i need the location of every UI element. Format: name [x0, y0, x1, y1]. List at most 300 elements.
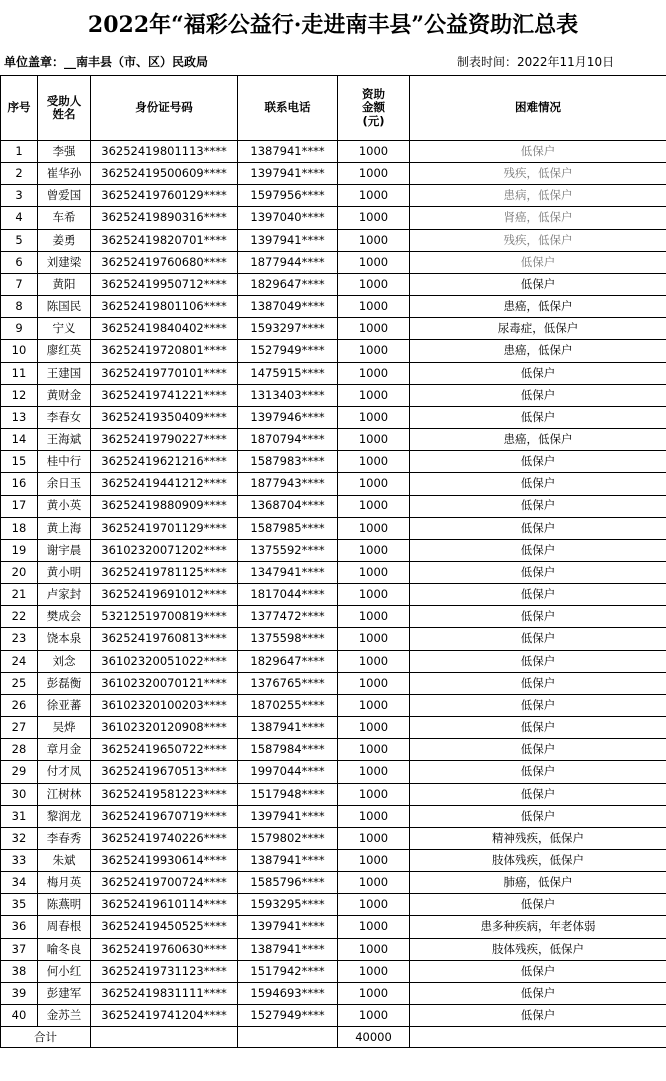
- name-cell: 彭磊衡: [38, 672, 91, 694]
- phone-cell: 1527949****: [238, 340, 338, 362]
- situation-cell: 肾癌，低保户: [410, 207, 666, 229]
- situation-cell: 低保户: [410, 650, 666, 672]
- situation-cell: 低保户: [410, 960, 666, 982]
- situation-cell: 精神残疾，低保户: [410, 827, 666, 849]
- seq-cell: 7: [1, 273, 38, 295]
- phone-cell: 1397941****: [238, 805, 338, 827]
- name-cell: 饶本泉: [38, 628, 91, 650]
- amount-cell: 1000: [338, 229, 410, 251]
- phone-cell: 1870255****: [238, 694, 338, 716]
- name-cell: 李春女: [38, 406, 91, 428]
- id-cell: 36252419691012****: [91, 584, 238, 606]
- phone-cell: 1375598****: [238, 628, 338, 650]
- table-row: [1, 517, 666, 539]
- meta-bar: [0, 50, 666, 74]
- situation-cell: 低保户: [410, 362, 666, 384]
- id-cell: 36252419581223****: [91, 783, 238, 805]
- amount-cell: 1000: [338, 672, 410, 694]
- id-cell: 36252419670513****: [91, 761, 238, 783]
- id-cell: 36252419930614****: [91, 850, 238, 872]
- name-cell: 李春秀: [38, 827, 91, 849]
- id-cell: 36252419741204****: [91, 1005, 238, 1027]
- table-row: [1, 650, 666, 672]
- name-cell: 陈国民: [38, 296, 91, 318]
- situation-cell: 患癌，低保户: [410, 429, 666, 451]
- id-cell: 36252419801113****: [91, 141, 238, 163]
- name-cell: 朱斌: [38, 850, 91, 872]
- name-cell: 黄小明: [38, 561, 91, 583]
- amount-cell: 1000: [338, 251, 410, 273]
- name-cell: 梅月英: [38, 872, 91, 894]
- table-row: [1, 141, 666, 163]
- name-cell: 黄阳: [38, 273, 91, 295]
- seq-cell: 12: [1, 384, 38, 406]
- seq-cell: 27: [1, 717, 38, 739]
- seq-cell: 10: [1, 340, 38, 362]
- situation-cell: 低保户: [410, 717, 666, 739]
- situation-cell: 尿毒症，低保户: [410, 318, 666, 340]
- name-cell: 余日玉: [38, 473, 91, 495]
- name-cell: 黄上海: [38, 517, 91, 539]
- seq-cell: 28: [1, 739, 38, 761]
- situation-cell: 患癌，低保户: [410, 340, 666, 362]
- seq-cell: 17: [1, 495, 38, 517]
- seq-cell: 40: [1, 1005, 38, 1027]
- page-title: 2022年“福彩公益行·走进南丰县”公益资助汇总表: [87, 12, 579, 38]
- situation-cell: 低保户: [410, 805, 666, 827]
- seq-cell: 30: [1, 783, 38, 805]
- phone-cell: 1587984****: [238, 739, 338, 761]
- id-cell: 36252419500609****: [91, 163, 238, 185]
- table-row: [1, 894, 666, 916]
- table-row: [1, 406, 666, 428]
- header-amount-line2: 金额: [362, 100, 385, 115]
- table-row: [1, 384, 666, 406]
- header-amount-line1: 资助: [362, 87, 385, 102]
- table-row: [1, 362, 666, 384]
- situation-cell: 低保户: [410, 584, 666, 606]
- id-cell: 36102320120908****: [91, 717, 238, 739]
- seq-cell: 15: [1, 451, 38, 473]
- situation-cell: 低保户: [410, 739, 666, 761]
- phone-cell: 1579802****: [238, 827, 338, 849]
- amount-cell: 1000: [338, 628, 410, 650]
- situation-cell: 肺癌，低保户: [410, 872, 666, 894]
- amount-cell: 1000: [338, 872, 410, 894]
- table-row: [1, 296, 666, 318]
- situation-cell: 低保户: [410, 406, 666, 428]
- phone-cell: 1387049****: [238, 296, 338, 318]
- amount-cell: 1000: [338, 606, 410, 628]
- id-cell: 36252419760680****: [91, 251, 238, 273]
- name-cell: 王建国: [38, 362, 91, 384]
- name-cell: 付才凤: [38, 761, 91, 783]
- situation-cell: 低保户: [410, 251, 666, 273]
- phone-cell: 1375592****: [238, 539, 338, 561]
- table-row: [1, 938, 666, 960]
- phone-cell: 1313403****: [238, 384, 338, 406]
- phone-cell: 1587983****: [238, 451, 338, 473]
- situation-cell: 患癌，低保户: [410, 296, 666, 318]
- amount-cell: 1000: [338, 783, 410, 805]
- situation-cell: 残疾，低保户: [410, 229, 666, 251]
- phone-cell: 1387941****: [238, 717, 338, 739]
- seq-cell: 34: [1, 872, 38, 894]
- amount-cell: 1000: [338, 850, 410, 872]
- seq-cell: 35: [1, 894, 38, 916]
- total-label: 合计: [1, 1027, 91, 1048]
- amount-cell: 1000: [338, 894, 410, 916]
- amount-cell: 1000: [338, 406, 410, 428]
- seq-cell: 32: [1, 827, 38, 849]
- table-row: [1, 473, 666, 495]
- phone-cell: 1347941****: [238, 561, 338, 583]
- table-row: [1, 539, 666, 561]
- id-cell: 36252419770101****: [91, 362, 238, 384]
- id-cell: 36252419350409****: [91, 406, 238, 428]
- header-name-line2: 姓名: [52, 107, 76, 121]
- amount-cell: 1000: [338, 960, 410, 982]
- table-row: [1, 960, 666, 982]
- id-cell: 36252419950712****: [91, 273, 238, 295]
- phone-cell: 1517948****: [238, 783, 338, 805]
- amount-cell: 1000: [338, 362, 410, 384]
- situation-cell: 患病，低保户: [410, 185, 666, 207]
- header-phone: 联系电话: [238, 76, 338, 141]
- amount-cell: 1000: [338, 539, 410, 561]
- situation-cell: 低保户: [410, 606, 666, 628]
- total-row: [1, 1027, 666, 1048]
- amount-cell: 1000: [338, 296, 410, 318]
- name-cell: 黄小英: [38, 495, 91, 517]
- id-cell: 36252419801106****: [91, 296, 238, 318]
- seq-cell: 38: [1, 960, 38, 982]
- seq-cell: 22: [1, 606, 38, 628]
- phone-cell: 1877943****: [238, 473, 338, 495]
- total-phone-cell: [238, 1027, 338, 1048]
- amount-cell: 1000: [338, 207, 410, 229]
- id-cell: 53212519700819****: [91, 606, 238, 628]
- phone-cell: 1397941****: [238, 163, 338, 185]
- id-cell: 36252419621216****: [91, 451, 238, 473]
- unit-stamp-label: 单位盖章：__南丰县（市、区）民政局: [4, 55, 209, 69]
- amount-cell: 1000: [338, 761, 410, 783]
- id-cell: 36252419760129****: [91, 185, 238, 207]
- phone-cell: 1527949****: [238, 1005, 338, 1027]
- amount-cell: 1000: [338, 185, 410, 207]
- table-row: [1, 717, 666, 739]
- amount-cell: 1000: [338, 916, 410, 938]
- name-cell: 金苏兰: [38, 1005, 91, 1027]
- id-cell: 36252419741221****: [91, 384, 238, 406]
- id-cell: 36252419831111****: [91, 982, 238, 1004]
- table-row: [1, 207, 666, 229]
- amount-cell: 1000: [338, 451, 410, 473]
- phone-cell: 1376765****: [238, 672, 338, 694]
- phone-cell: 1517942****: [238, 960, 338, 982]
- id-cell: 36252419731123****: [91, 960, 238, 982]
- id-cell: 36252419820701****: [91, 229, 238, 251]
- seq-cell: 1: [1, 141, 38, 163]
- name-cell: 宁义: [38, 318, 91, 340]
- amount-cell: 1000: [338, 827, 410, 849]
- phone-cell: 1593295****: [238, 894, 338, 916]
- phone-cell: 1594693****: [238, 982, 338, 1004]
- amount-cell: 1000: [338, 805, 410, 827]
- seq-cell: 2: [1, 163, 38, 185]
- seq-cell: 39: [1, 982, 38, 1004]
- seq-cell: 19: [1, 539, 38, 561]
- name-cell: 周春根: [38, 916, 91, 938]
- id-cell: 36252419880909****: [91, 495, 238, 517]
- table-row: [1, 185, 666, 207]
- phone-cell: 1593297****: [238, 318, 338, 340]
- situation-cell: 低保户: [410, 495, 666, 517]
- situation-cell: 低保户: [410, 894, 666, 916]
- phone-cell: 1387941****: [238, 938, 338, 960]
- id-cell: 36252419890316****: [91, 207, 238, 229]
- seq-cell: 11: [1, 362, 38, 384]
- phone-cell: 1475915****: [238, 362, 338, 384]
- phone-cell: 1387941****: [238, 850, 338, 872]
- phone-cell: 1585796****: [238, 872, 338, 894]
- table-row: [1, 561, 666, 583]
- table-date-label: 制表时间：2022年11月10日: [457, 55, 615, 69]
- situation-cell: 低保户: [410, 517, 666, 539]
- phone-cell: 1397941****: [238, 916, 338, 938]
- id-cell: 36252419610114****: [91, 894, 238, 916]
- name-cell: 廖红英: [38, 340, 91, 362]
- table-row: [1, 916, 666, 938]
- amount-cell: 1000: [338, 141, 410, 163]
- header-name: [38, 76, 91, 141]
- amount-cell: 1000: [338, 384, 410, 406]
- phone-cell: 1397946****: [238, 406, 338, 428]
- table-row: [1, 850, 666, 872]
- situation-cell: 低保户: [410, 273, 666, 295]
- id-cell: 36252419700724****: [91, 872, 238, 894]
- name-cell: 刘建梁: [38, 251, 91, 273]
- name-cell: 徐亚蕃: [38, 694, 91, 716]
- situation-cell: 低保户: [410, 539, 666, 561]
- id-cell: 36102320071202****: [91, 539, 238, 561]
- amount-cell: 1000: [338, 429, 410, 451]
- name-cell: 喻冬良: [38, 938, 91, 960]
- id-cell: 36102320051022****: [91, 650, 238, 672]
- phone-cell: 1387941****: [238, 141, 338, 163]
- table-row: [1, 318, 666, 340]
- situation-cell: 患多种疾病，年老体弱: [410, 916, 666, 938]
- name-cell: 桂中行: [38, 451, 91, 473]
- id-cell: 36252419760813****: [91, 628, 238, 650]
- amount-cell: 1000: [338, 318, 410, 340]
- table-row: [1, 584, 666, 606]
- seq-cell: 33: [1, 850, 38, 872]
- phone-cell: 1817044****: [238, 584, 338, 606]
- id-cell: 36252419670719****: [91, 805, 238, 827]
- seq-cell: 6: [1, 251, 38, 273]
- id-cell: 36252419441212****: [91, 473, 238, 495]
- seq-cell: 18: [1, 517, 38, 539]
- table-row: [1, 872, 666, 894]
- phone-cell: 1397040****: [238, 207, 338, 229]
- name-cell: 车希: [38, 207, 91, 229]
- table-row: [1, 982, 666, 1004]
- seq-cell: 4: [1, 207, 38, 229]
- situation-cell: 低保户: [410, 761, 666, 783]
- name-cell: 卢家封: [38, 584, 91, 606]
- seq-cell: 16: [1, 473, 38, 495]
- table-row: [1, 163, 666, 185]
- situation-cell: 肢体残疾，低保户: [410, 938, 666, 960]
- table-row: [1, 495, 666, 517]
- id-cell: 36252419450525****: [91, 916, 238, 938]
- situation-cell: 低保户: [410, 672, 666, 694]
- seq-cell: 37: [1, 938, 38, 960]
- amount-cell: 1000: [338, 717, 410, 739]
- amount-cell: 1000: [338, 694, 410, 716]
- table-row: [1, 251, 666, 273]
- phone-cell: 1597956****: [238, 185, 338, 207]
- amount-cell: 1000: [338, 495, 410, 517]
- name-cell: 陈燕明: [38, 894, 91, 916]
- id-cell: 36252419740226****: [91, 827, 238, 849]
- amount-cell: 1000: [338, 473, 410, 495]
- amount-cell: 1000: [338, 982, 410, 1004]
- seq-cell: 21: [1, 584, 38, 606]
- seq-cell: 29: [1, 761, 38, 783]
- id-cell: 36252419720801****: [91, 340, 238, 362]
- table-row: [1, 229, 666, 251]
- id-cell: 36252419650722****: [91, 739, 238, 761]
- id-cell: 36252419790227****: [91, 429, 238, 451]
- amount-cell: 1000: [338, 1005, 410, 1027]
- table-row: [1, 273, 666, 295]
- table-row: [1, 340, 666, 362]
- seq-cell: 36: [1, 916, 38, 938]
- seq-cell: 5: [1, 229, 38, 251]
- table-row: [1, 783, 666, 805]
- seq-cell: 8: [1, 296, 38, 318]
- seq-cell: 20: [1, 561, 38, 583]
- amount-cell: 1000: [338, 163, 410, 185]
- table-header-row: [1, 76, 666, 141]
- amount-cell: 1000: [338, 517, 410, 539]
- id-cell: 36252419701129****: [91, 517, 238, 539]
- seq-cell: 9: [1, 318, 38, 340]
- header-situation: 困难情况: [410, 76, 666, 141]
- id-cell: 36252419760630****: [91, 938, 238, 960]
- name-cell: 黄财金: [38, 384, 91, 406]
- situation-cell: 低保户: [410, 561, 666, 583]
- phone-cell: 1870794****: [238, 429, 338, 451]
- table-row: [1, 1005, 666, 1027]
- name-cell: 何小红: [38, 960, 91, 982]
- table-row: [1, 827, 666, 849]
- total-situation-cell: [410, 1027, 666, 1048]
- seq-cell: 26: [1, 694, 38, 716]
- phone-cell: 1377472****: [238, 606, 338, 628]
- table-body: [1, 141, 666, 1027]
- name-cell: 曾爱国: [38, 185, 91, 207]
- name-cell: 姜勇: [38, 229, 91, 251]
- total-amount: 40000: [338, 1027, 410, 1048]
- name-cell: 章月金: [38, 739, 91, 761]
- phone-cell: 1877944****: [238, 251, 338, 273]
- table-row: [1, 739, 666, 761]
- amount-cell: 1000: [338, 938, 410, 960]
- table-row: [1, 606, 666, 628]
- situation-cell: 低保户: [410, 473, 666, 495]
- phone-cell: 1997044****: [238, 761, 338, 783]
- phone-cell: 1587985****: [238, 517, 338, 539]
- header-amount: [338, 76, 410, 141]
- situation-cell: 低保户: [410, 451, 666, 473]
- table-row: [1, 451, 666, 473]
- name-cell: 江树林: [38, 783, 91, 805]
- phone-cell: 1829647****: [238, 273, 338, 295]
- phone-cell: 1829647****: [238, 650, 338, 672]
- total-id-cell: [91, 1027, 238, 1048]
- situation-cell: 低保户: [410, 694, 666, 716]
- seq-cell: 14: [1, 429, 38, 451]
- situation-cell: 低保户: [410, 982, 666, 1004]
- name-cell: 吴烨: [38, 717, 91, 739]
- name-cell: 谢宇晨: [38, 539, 91, 561]
- situation-cell: 低保户: [410, 1005, 666, 1027]
- table-row: [1, 672, 666, 694]
- phone-cell: 1368704****: [238, 495, 338, 517]
- situation-cell: 低保户: [410, 384, 666, 406]
- table-row: [1, 694, 666, 716]
- name-cell: 彭建军: [38, 982, 91, 1004]
- table-row: [1, 805, 666, 827]
- id-cell: 36102320100203****: [91, 694, 238, 716]
- table-row: [1, 429, 666, 451]
- header-seq: 序号: [1, 76, 38, 141]
- seq-cell: 23: [1, 628, 38, 650]
- name-cell: 李强: [38, 141, 91, 163]
- id-cell: 36252419840402****: [91, 318, 238, 340]
- table-row: [1, 628, 666, 650]
- name-cell: 王海斌: [38, 429, 91, 451]
- table-row: [1, 761, 666, 783]
- header-id: 身份证号码: [91, 76, 238, 141]
- situation-cell: 低保户: [410, 628, 666, 650]
- name-cell: 刘念: [38, 650, 91, 672]
- summary-table: [0, 75, 666, 1048]
- amount-cell: 1000: [338, 584, 410, 606]
- name-cell: 樊成会: [38, 606, 91, 628]
- amount-cell: 1000: [338, 561, 410, 583]
- seq-cell: 13: [1, 406, 38, 428]
- name-cell: 崔华孙: [38, 163, 91, 185]
- situation-cell: 残疾，低保户: [410, 163, 666, 185]
- situation-cell: 低保户: [410, 783, 666, 805]
- id-cell: 36102320070121****: [91, 672, 238, 694]
- header-amount-line3: (元): [362, 113, 385, 128]
- amount-cell: 1000: [338, 650, 410, 672]
- seq-cell: 24: [1, 650, 38, 672]
- seq-cell: 25: [1, 672, 38, 694]
- seq-cell: 31: [1, 805, 38, 827]
- phone-cell: 1397941****: [238, 229, 338, 251]
- situation-cell: 肢体残疾，低保户: [410, 850, 666, 872]
- header-name-line1: 受助人: [46, 93, 82, 108]
- id-cell: 36252419781125****: [91, 561, 238, 583]
- name-cell: 黎润龙: [38, 805, 91, 827]
- situation-cell: 低保户: [410, 141, 666, 163]
